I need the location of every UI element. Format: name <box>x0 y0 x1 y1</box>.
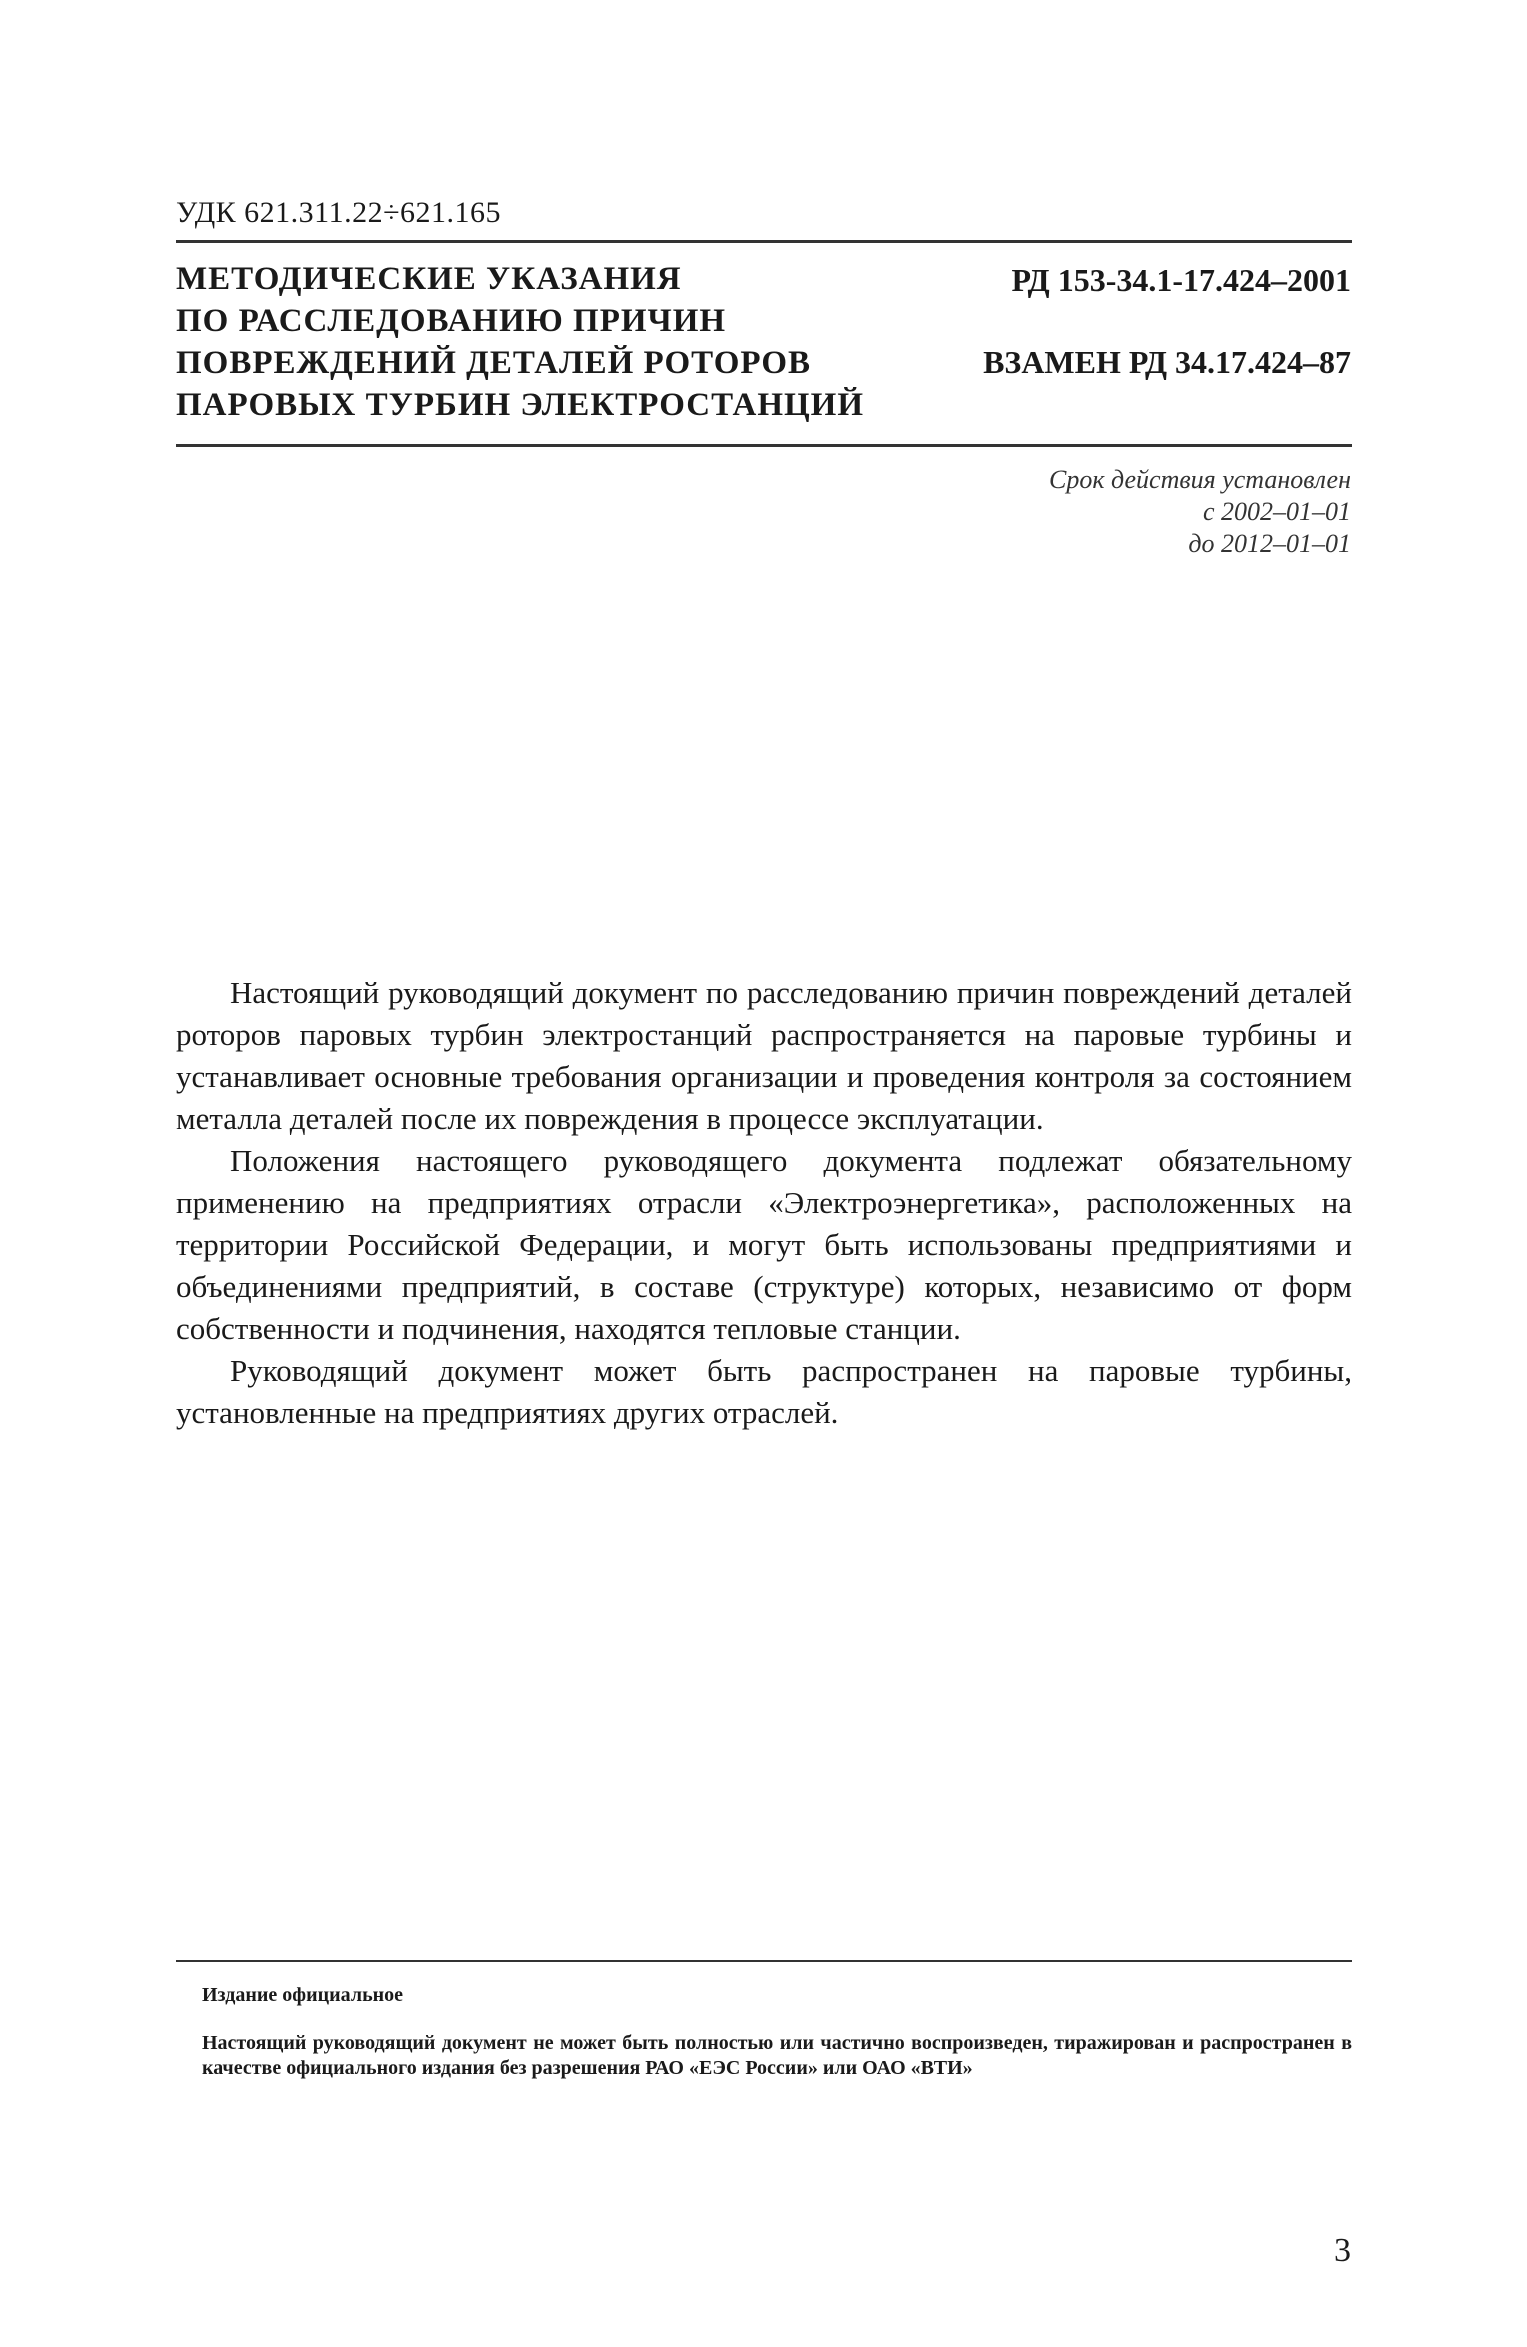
replaces-code: ВЗАМЕН РД 34.17.424–87 <box>983 344 1351 380</box>
title-line-4: ПАРОВЫХ ТУРБИН ЭЛЕКТРОСТАНЦИЙ <box>176 387 865 423</box>
title-line-3: ПОВРЕЖДЕНИЙ ДЕТАЛЕЙ РОТОРОВ <box>176 345 812 381</box>
page-number: 3 <box>1334 2232 1351 2269</box>
validity-start: с 2002–01–01 <box>1202 497 1351 526</box>
copyright-notice: Настоящий руководящий документ не может быть полностью или частично воспроизведен, тиражирован и распространен в качестве официального издания без разрешения РАО «ЕЭС России» или ОАО «ВТИ» <box>202 2032 1352 2079</box>
validity-period <box>1049 464 1351 560</box>
udk-code: УДК 621.311.22÷621.165 <box>176 196 502 229</box>
document-body <box>176 972 1352 1434</box>
footer-rule <box>176 1960 1352 1962</box>
validity-end: до 2012–01–01 <box>1188 529 1351 558</box>
validity-label: Срок действия установлен <box>1049 465 1351 494</box>
title-line-1: МЕТОДИЧЕСКИЕ УКАЗАНИЯ <box>176 261 682 297</box>
body-paragraph-1: Настоящий руководящий документ по расследованию причин повреждений деталей роторов паровых турбин электростанций распространяется на паровые турбины и устанавливает основные требования организации и проведения контроля за состоянием металла деталей после их повреждения в процессе эксплуатации. <box>176 975 1352 1136</box>
header-bottom-rule <box>176 444 1352 447</box>
document-code: РД 153-34.1-17.424–2001 <box>1011 262 1351 298</box>
title-line-2: ПО РАССЛЕДОВАНИЮ ПРИЧИН <box>176 303 727 339</box>
document-title <box>176 258 896 426</box>
body-paragraph-3: Руководящий документ может быть распространен на паровые турбины, установленные на предприятиях других отраслей. <box>176 1353 1352 1430</box>
header-top-rule <box>176 240 1352 243</box>
official-edition-label: Издание официальное <box>202 1984 404 2006</box>
body-paragraph-2: Положения настоящего руководящего документа подлежат обязательному применению на предприятиях отрасли «Электроэнергетика», расположенных на территории Российской Федерации, и могут быть использованы предприятиями и объединениями предприятий, в составе (структуре) которых, независимо от форм собственности и подчинения, находятся тепловые станции. <box>176 1143 1352 1346</box>
